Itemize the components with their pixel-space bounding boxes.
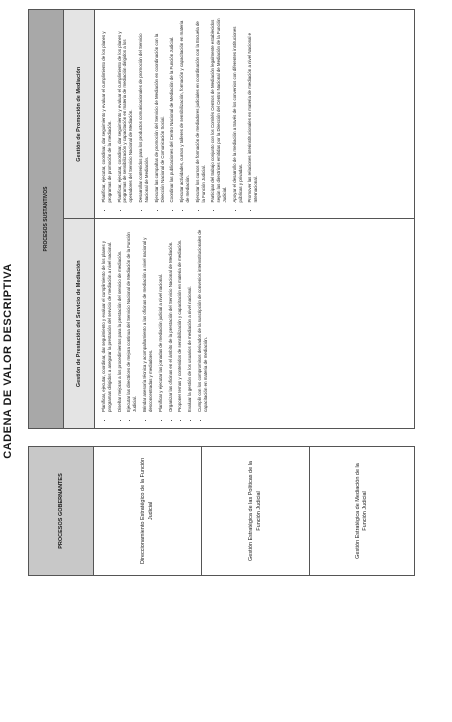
gobernante-item: Direccionamiento Estratégico de la Función Judicial bbox=[140, 457, 154, 565]
list-item: • Coordinar las publicaciones del Centro Nacional de Mediación de la Función Judicial. bbox=[169, 18, 175, 203]
list-item: • Evaluar la gestión de los usuarios de mediación a nivel nacional. bbox=[187, 228, 193, 413]
list-item: • Brindar asesoría técnica y acompañamiento a las oficinas de mediación a nivel nacional y desconcentradas y mediadores. bbox=[142, 228, 154, 413]
list-item: • Ejecutar las campañas de promoción del Servicio de Mediación en coordinación con la Dirección Nacional de Comunicación Social. bbox=[154, 18, 166, 203]
procesos-gobernantes-table bbox=[28, 446, 415, 576]
list-item: • Promover las relaciones interinstitucionales en materia de mediación a nivel Nacional e Internacional. bbox=[247, 18, 259, 203]
gobernante-item: Gestión Estratégica de Mediación de la Función Judicial bbox=[309, 447, 414, 575]
procesos-sustantivos-table bbox=[28, 9, 415, 429]
gobernante-item: Gestión Estratégica de las Políticas de la Función Judicial bbox=[201, 447, 309, 575]
list-item: • Planificar y ejecutar las jornadas de mediación judicial a nivel nacional. bbox=[158, 228, 164, 413]
promocion-list bbox=[101, 18, 259, 211]
list-item: • Desarrollar contenidos para los productos comunicacionales de promoción del Servicio Nacional de Mediación. bbox=[138, 18, 150, 203]
gobernantes-header: PROCESOS GOBERNANTES bbox=[29, 447, 94, 575]
sustantivos-header: PROCESOS SUSTANTIVOS bbox=[29, 10, 64, 428]
column-prestacion bbox=[95, 220, 414, 429]
list-item: • Diseñar mejoras a los procedimientos para la prestación del servicio de mediación. bbox=[117, 228, 123, 413]
prestacion-list bbox=[101, 228, 209, 421]
list-item: • Apoyar el desarrollo de la mediación a través de los convenios con diferentes instituciones públicas y privadas. bbox=[232, 18, 244, 203]
list-item: • Planificar, ejecutar, coordinar, dar seguimiento y evaluar el cumplimiento de los planes y programas dirigidos a asegurar la prestación del servicio de mediación a nivel nacional. bbox=[101, 228, 113, 413]
page-title: CADENA DE VALOR DESCRIPTIVA bbox=[2, 263, 14, 459]
list-item: • Cumplir con los compromisos derivados de la suscripción de convenios interinstitucionales de capacitación en materia de mediación. bbox=[197, 228, 209, 413]
list-item: • Ejecutar actividades, cursos y talleres de sensibilización, formación y capacitación en materia de mediación. bbox=[179, 18, 191, 203]
column-promocion bbox=[95, 10, 414, 220]
column-title-prestacion: Gestión de Prestación del Servicio de Mediación bbox=[64, 220, 94, 429]
list-item: • Ejecutar las directrices de mejora continua del Servicio Nacional de Mediación de la Función Judicial. bbox=[126, 228, 138, 413]
list-item: • Organizar las oficinas en el ámbito de la prestación del Servicio Nacional de Mediación. bbox=[168, 228, 174, 413]
list-item: • Proponer temas y contenidos de sensibilización y capacitación en materia de mediación. bbox=[177, 228, 183, 413]
list-item: • Planificar, ejecutar, coordinar, dar seguimiento y evaluar el cumplimiento de los planes y programas de sensibilización y capacitación en materia de mediación dirigidos a los operadores del Servicio Nacional de Mediación. bbox=[117, 18, 134, 203]
list-item: • Participar del trabajo conjunto con los Comités Centros de Mediación legalmente establecidos según las directrices emitidas por la Dirección del Centro Nacional de Mediación de la Función Judicial. bbox=[210, 18, 227, 203]
column-title-promocion: Gestión de Promoción de Mediación bbox=[64, 10, 94, 220]
sustantivos-column-headers bbox=[64, 10, 95, 428]
list-item: • Ejecutar los cursos de formación de mediadores judiciales en coordinación con la Escuela de la Función Judicial. bbox=[195, 18, 207, 203]
list-item: • Planificar, ejecutar, coordinar, dar seguimiento y evaluar el cumplimiento de los planes y programas de promoción de la mediación. bbox=[101, 18, 113, 203]
